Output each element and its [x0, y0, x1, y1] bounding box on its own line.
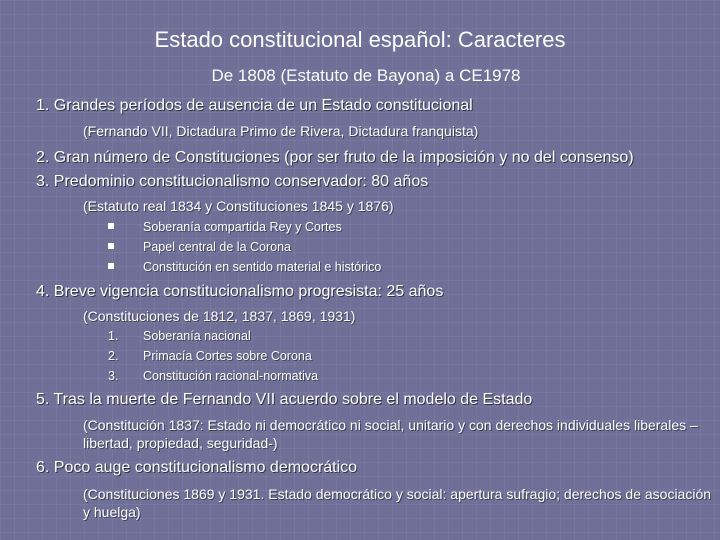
point-4-item: 1. Soberanía nacional [108, 329, 251, 343]
slide-subtitle: De 1808 (Estatuto de Bayona) a CE1978 [211, 66, 521, 85]
point-4-note: (Constituciones de 1812, 1837, 1869, 1931) [83, 308, 356, 324]
point-4-item: 3. Constitución racional-normativa [108, 369, 319, 383]
bullet-square-icon [108, 263, 114, 269]
point-3-item: Constitución en sentido material e histórico [108, 259, 381, 275]
point-3-heading: 3. Predominio constitucionalismo conservador: 80 años [36, 173, 429, 190]
list-number: 1. [108, 329, 119, 343]
point-6-heading: 6. Poco auge constitucionalismo democrático [36, 459, 358, 476]
list-number: 2. [108, 349, 119, 363]
point-2-heading: 2. Gran número de Constituciones (por ser fruto de la imposición y no del consenso) [36, 149, 634, 166]
list-number: 3. [108, 369, 119, 383]
point-4-heading: 4. Breve vigencia constitucionalismo progresista: 25 años [36, 283, 444, 300]
slide-title: Estado constitucional español: Caracteres [154, 27, 566, 52]
point-1-note: (Fernando VII, Dictadura Primo de Rivera, Dictadura franquista) [83, 123, 479, 139]
point-6-note: (Constituciones 1869 y 1931. Estado democrático y social: apertura sufragio; derechos de asociación y huelga) [83, 486, 712, 520]
point-3-item: Soberanía compartida Rey y Cortes [108, 219, 342, 235]
bullet-square-icon [108, 223, 114, 229]
point-5-heading: 5. Tras la muerte de Fernando VII acuerdo sobre el modelo de Estado [36, 391, 533, 408]
point-3-item: Papel central de la Corona [108, 239, 291, 255]
point-5-note: (Constitución 1837: Estado ni democrático ni social, unitario y con derechos individuales liberales –libertad, propiedad, seguridad-) [83, 417, 698, 451]
point-1-heading: 1. Grandes períodos de ausencia de un Estado constitucional [36, 97, 473, 114]
bullet-square-icon [108, 243, 114, 249]
point-3-note: (Estatuto real 1834 y Constituciones 1845 y 1876) [83, 198, 394, 214]
point-4-item: 2. Primacía Cortes sobre Corona [108, 349, 312, 363]
